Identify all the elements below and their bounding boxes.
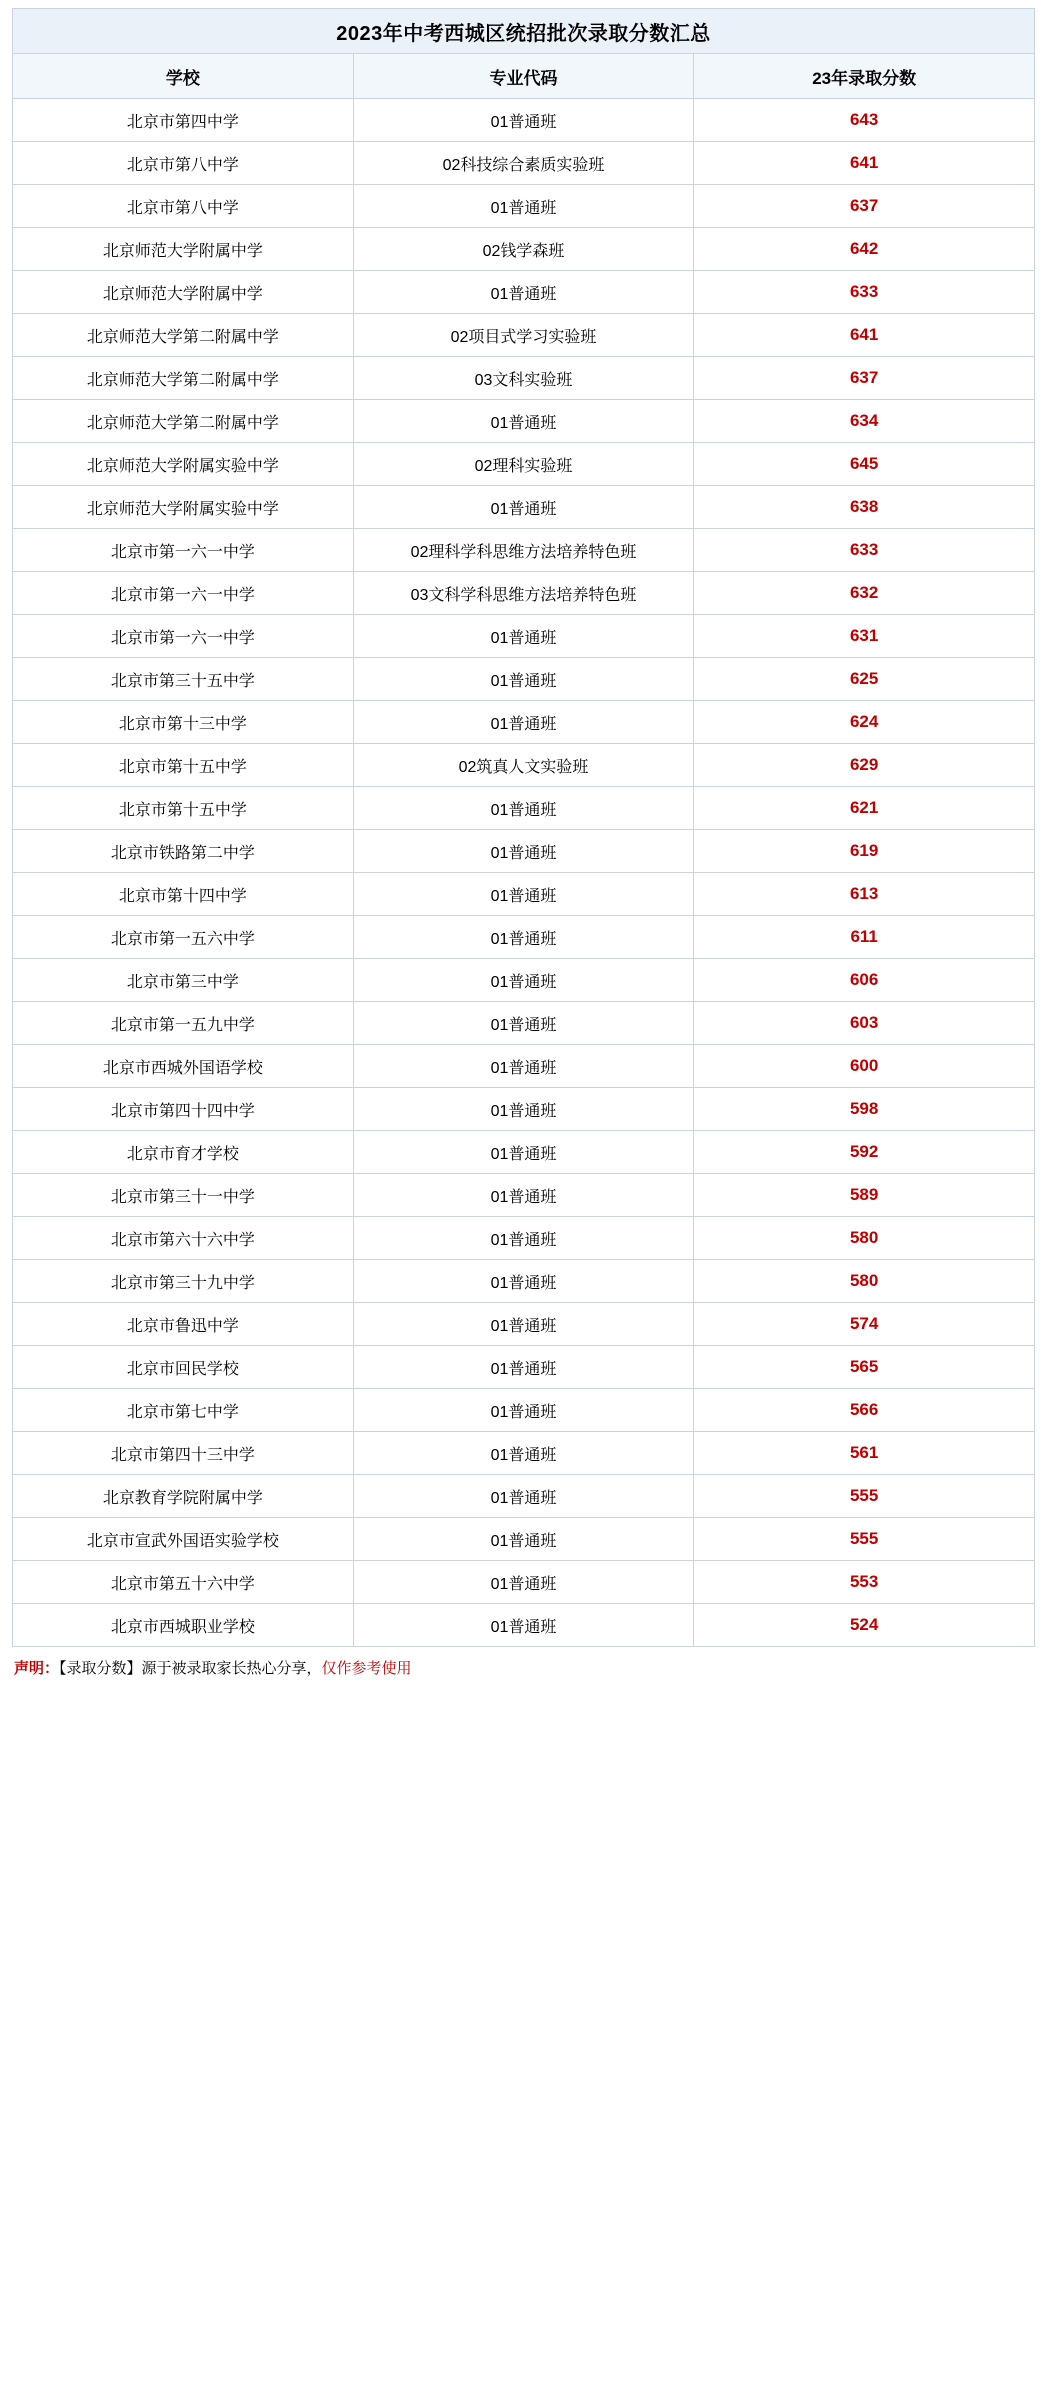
disclaimer-tag: 声明： [14, 1660, 60, 1677]
table-row [13, 529, 1035, 572]
cell-score: 633 [694, 271, 1035, 314]
table-row [13, 1475, 1035, 1518]
table-row [13, 1217, 1035, 1260]
table-row [13, 959, 1035, 1002]
cell-score: 580 [694, 1260, 1035, 1303]
cell-school: 北京市第三十一中学 [13, 1174, 354, 1217]
cell-score: 631 [694, 615, 1035, 658]
table-row [13, 1045, 1035, 1088]
cell-school: 北京市第三十五中学 [13, 658, 354, 701]
cell-major: 01普通班 [353, 1045, 694, 1088]
table-row [13, 1346, 1035, 1389]
table-row [13, 1303, 1035, 1346]
cell-major: 01普通班 [353, 400, 694, 443]
table-row [13, 400, 1035, 443]
cell-score: 638 [694, 486, 1035, 529]
cell-major: 01普通班 [353, 1260, 694, 1303]
cell-school: 北京市鲁迅中学 [13, 1303, 354, 1346]
cell-school: 北京市第一六一中学 [13, 615, 354, 658]
table-row [13, 443, 1035, 486]
cell-school: 北京师范大学附属中学 [13, 271, 354, 314]
cell-major: 02项目式学习实验班 [353, 314, 694, 357]
cell-major: 01普通班 [353, 1088, 694, 1131]
cell-major: 01普通班 [353, 185, 694, 228]
cell-school: 北京师范大学附属中学 [13, 228, 354, 271]
table-row [13, 1604, 1035, 1647]
cell-score: 641 [694, 142, 1035, 185]
table-row [13, 701, 1035, 744]
cell-major: 01普通班 [353, 873, 694, 916]
cell-major: 02理科学科思维方法培养特色班 [353, 529, 694, 572]
table-head [13, 9, 1035, 99]
cell-major: 01普通班 [353, 701, 694, 744]
cell-score: 637 [694, 185, 1035, 228]
cell-score: 566 [694, 1389, 1035, 1432]
table-row [13, 1174, 1035, 1217]
cell-school: 北京市第一六一中学 [13, 572, 354, 615]
table-row [13, 271, 1035, 314]
cell-score: 589 [694, 1174, 1035, 1217]
cell-major: 01普通班 [353, 916, 694, 959]
table-row [13, 486, 1035, 529]
table-row [13, 916, 1035, 959]
cell-score: 606 [694, 959, 1035, 1002]
cell-score: 574 [694, 1303, 1035, 1346]
table-row [13, 830, 1035, 873]
cell-score: 580 [694, 1217, 1035, 1260]
cell-school: 北京市第十四中学 [13, 873, 354, 916]
page-title: 2023年中考西城区统招批次录取分数汇总 [13, 9, 1035, 54]
cell-school: 北京市第八中学 [13, 185, 354, 228]
cell-school: 北京市育才学校 [13, 1131, 354, 1174]
table-row [13, 142, 1035, 185]
cell-major: 01普通班 [353, 658, 694, 701]
disclaimer-warning: 仅作参考使用 [321, 1660, 412, 1677]
table-row [13, 1260, 1035, 1303]
cell-school: 北京市回民学校 [13, 1346, 354, 1389]
cell-score: 621 [694, 787, 1035, 830]
cell-score: 611 [694, 916, 1035, 959]
cell-score: 561 [694, 1432, 1035, 1475]
cell-major: 02科技综合素质实验班 [353, 142, 694, 185]
cell-score: 600 [694, 1045, 1035, 1088]
cell-major: 02筑真人文实验班 [353, 744, 694, 787]
cell-score: 637 [694, 357, 1035, 400]
cell-score: 634 [694, 400, 1035, 443]
cell-major: 01普通班 [353, 1131, 694, 1174]
cell-major: 01普通班 [353, 787, 694, 830]
cell-school: 北京市第七中学 [13, 1389, 354, 1432]
column-header-major: 专业代码 [353, 54, 694, 99]
cell-school: 北京市西城外国语学校 [13, 1045, 354, 1088]
cell-school: 北京市第一五六中学 [13, 916, 354, 959]
cell-major: 01普通班 [353, 1561, 694, 1604]
cell-score: 613 [694, 873, 1035, 916]
table-row [13, 1002, 1035, 1045]
cell-major: 01普通班 [353, 1432, 694, 1475]
cell-school: 北京市宣武外国语实验学校 [13, 1518, 354, 1561]
disclaimer-note [12, 1647, 1035, 1690]
cell-score: 643 [694, 99, 1035, 142]
cell-school: 北京市第五十六中学 [13, 1561, 354, 1604]
table-row [13, 873, 1035, 916]
cell-score: 553 [694, 1561, 1035, 1604]
cell-major: 03文科实验班 [353, 357, 694, 400]
table-row [13, 787, 1035, 830]
table-row [13, 357, 1035, 400]
cell-school: 北京市第三十九中学 [13, 1260, 354, 1303]
cell-score: 625 [694, 658, 1035, 701]
table-row [13, 1518, 1035, 1561]
column-header-score: 23年录取分数 [694, 54, 1035, 99]
table-row [13, 744, 1035, 787]
cell-major: 01普通班 [353, 1346, 694, 1389]
cell-major: 01普通班 [353, 1217, 694, 1260]
cell-score: 633 [694, 529, 1035, 572]
cell-major: 01普通班 [353, 486, 694, 529]
table-row [13, 1389, 1035, 1432]
cell-major: 02钱学森班 [353, 228, 694, 271]
table-row [13, 1561, 1035, 1604]
cell-school: 北京师范大学附属实验中学 [13, 486, 354, 529]
cell-school: 北京师范大学第二附属中学 [13, 357, 354, 400]
cell-school: 北京师范大学附属实验中学 [13, 443, 354, 486]
cell-school: 北京市第十三中学 [13, 701, 354, 744]
cell-major: 01普通班 [353, 830, 694, 873]
table-title-row [13, 9, 1035, 54]
cell-major: 01普通班 [353, 1518, 694, 1561]
cell-major: 01普通班 [353, 615, 694, 658]
cell-school: 北京市第八中学 [13, 142, 354, 185]
table-row [13, 1088, 1035, 1131]
cell-score: 641 [694, 314, 1035, 357]
table-row [13, 99, 1035, 142]
cell-score: 598 [694, 1088, 1035, 1131]
cell-score: 524 [694, 1604, 1035, 1647]
column-header-school: 学校 [13, 54, 354, 99]
cell-school: 北京教育学院附属中学 [13, 1475, 354, 1518]
cell-school: 北京市第一六一中学 [13, 529, 354, 572]
cell-major: 01普通班 [353, 1475, 694, 1518]
cell-score: 642 [694, 228, 1035, 271]
cell-school: 北京市第四中学 [13, 99, 354, 142]
table-row [13, 658, 1035, 701]
cell-school: 北京市第一五九中学 [13, 1002, 354, 1045]
cell-school: 北京市第四十三中学 [13, 1432, 354, 1475]
cell-major: 01普通班 [353, 1002, 694, 1045]
cell-major: 01普通班 [353, 959, 694, 1002]
cell-score: 619 [694, 830, 1035, 873]
cell-major: 01普通班 [353, 1174, 694, 1217]
table-row [13, 314, 1035, 357]
cell-major: 03文科学科思维方法培养特色班 [353, 572, 694, 615]
cell-major: 02理科实验班 [353, 443, 694, 486]
cell-score: 555 [694, 1518, 1035, 1561]
cell-school: 北京市西城职业学校 [13, 1604, 354, 1647]
table-header-row [13, 54, 1035, 99]
cell-school: 北京市第六十六中学 [13, 1217, 354, 1260]
score-table [12, 8, 1035, 1647]
table-row [13, 1131, 1035, 1174]
cell-major: 01普通班 [353, 271, 694, 314]
cell-school: 北京市铁路第二中学 [13, 830, 354, 873]
table-row [13, 615, 1035, 658]
cell-school: 北京市第十五中学 [13, 744, 354, 787]
cell-score: 632 [694, 572, 1035, 615]
cell-school: 北京市第三中学 [13, 959, 354, 1002]
cell-school: 北京师范大学第二附属中学 [13, 400, 354, 443]
cell-score: 555 [694, 1475, 1035, 1518]
cell-major: 01普通班 [353, 1389, 694, 1432]
cell-score: 565 [694, 1346, 1035, 1389]
table-body [13, 99, 1035, 1647]
cell-major: 01普通班 [353, 1303, 694, 1346]
disclaimer-text: 【录取分数】源于被录取家长热心分享， [59, 1660, 322, 1677]
cell-score: 603 [694, 1002, 1035, 1045]
cell-school: 北京市第十五中学 [13, 787, 354, 830]
cell-major: 01普通班 [353, 1604, 694, 1647]
cell-major: 01普通班 [353, 99, 694, 142]
table-row [13, 185, 1035, 228]
cell-score: 592 [694, 1131, 1035, 1174]
cell-school: 北京师范大学第二附属中学 [13, 314, 354, 357]
cell-school: 北京市第四十四中学 [13, 1088, 354, 1131]
cell-score: 629 [694, 744, 1035, 787]
cell-score: 624 [694, 701, 1035, 744]
cell-score: 645 [694, 443, 1035, 486]
table-row [13, 228, 1035, 271]
table-row [13, 572, 1035, 615]
table-row [13, 1432, 1035, 1475]
